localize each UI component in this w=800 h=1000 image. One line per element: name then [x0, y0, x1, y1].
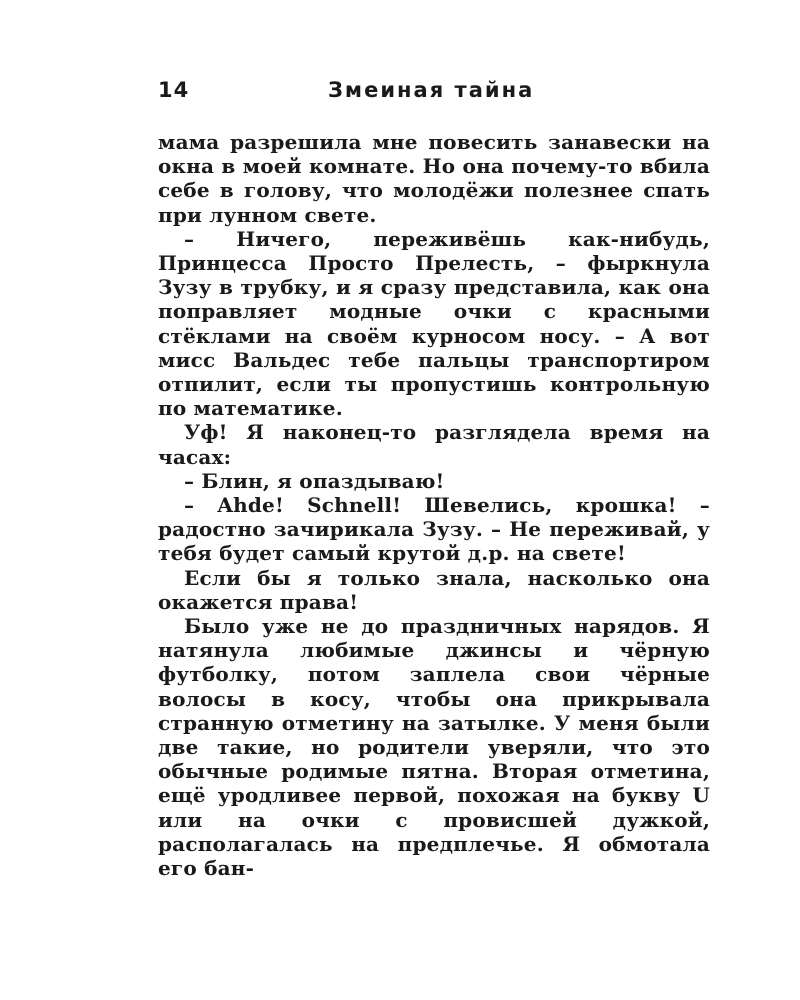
paragraph: – Блин, я опаздываю!: [184, 468, 445, 493]
paragraph: – Ничего, переживёшь как-нибудь, Принцесса Просто Прелесть, – фыркнула Зузу в трубку, и я сразу представила, как она поправляет модные очки с красными стёклами на своём курносом носу. – А вот мисс Вальдес тебе пальцы транспортиром отпилит, если ты пропустишь контрольную по математике.: [158, 226, 710, 421]
book-page: [158, 74, 710, 881]
paragraph: Было уже не до праздничных нарядов. Я натянула любимые джинсы и чёрную футболку, потом заплела свои чёрные волосы в косу, чтобы она прикрывала странную отметину на затылке. У меня были две такие, но родители уверяли, что это обычные родимые пятна. Вторая отметина, ещё уродливее первой, похожая на букву U или на очки с провисшей дужкой, располагалась на предплечье. Я обмотала его бан-: [158, 614, 710, 881]
book-title: Змеиная тайна: [328, 78, 535, 102]
paragraph: – Ahde! Schnell! Шевелись, крошка! – радостно зачирикала Зузу. – Не переживай, у тебя будет самый крутой д.р. на свете!: [158, 493, 710, 566]
page-number: 14: [158, 78, 190, 102]
paragraph: мама разрешила мне повесить занавески на окна в моей комнате. Но она почему-то вбила себе в голову, что молодёжи полезнее спать при лунном свете.: [158, 130, 710, 227]
body-text: [158, 130, 710, 880]
paragraph: Если бы я только знала, насколько она окажется права!: [158, 565, 710, 614]
running-head: [158, 74, 710, 114]
paragraph: Уф! Я наконец-то разглядела время на часах:: [158, 420, 710, 469]
